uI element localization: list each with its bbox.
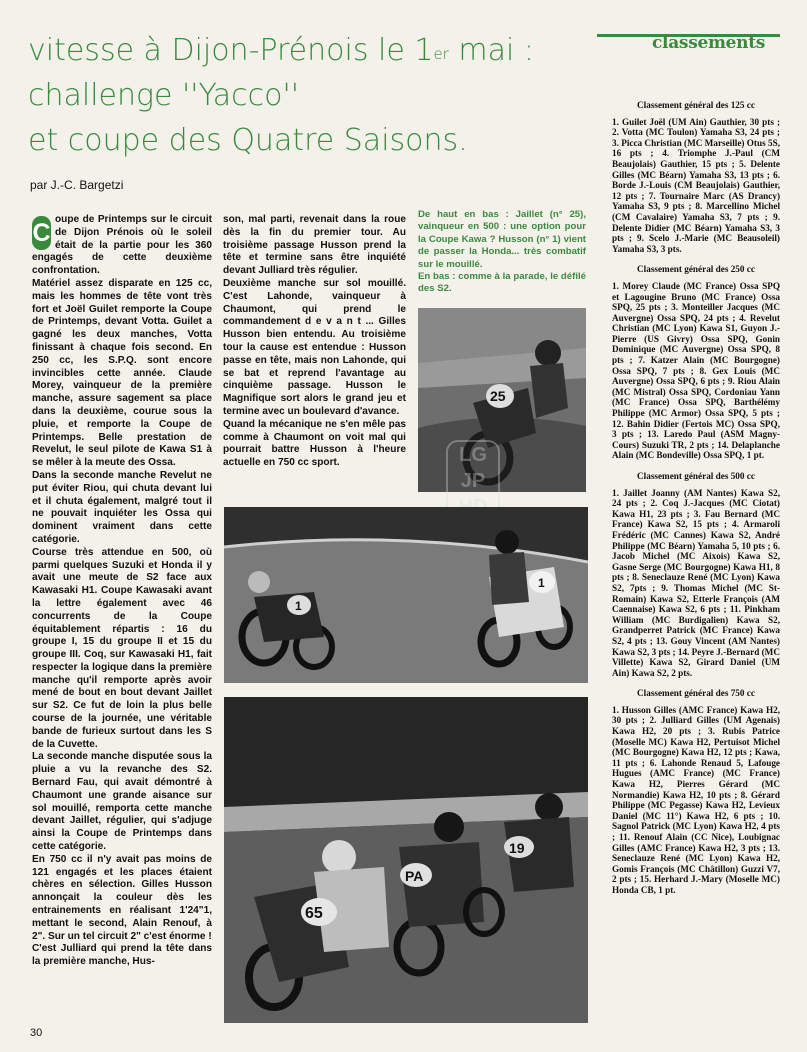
results-section-title: Classement général des 125 cc [637, 100, 755, 110]
caption-paragraph: En bas : comme à la parade, le défilé des S2. [418, 271, 586, 295]
col1-paragraph: C'est Julliard qui prend la tête dans la première manche, Hus- [32, 943, 212, 968]
photo2-racing-number-left: 1 [295, 599, 302, 613]
col2-paragraph: Deuxième manche sur sol mouillé. C'est Lahonde, vainqueur à Chaumont, qui prend le commandement d e v a n t ... Gilles Husson bien entendu. Au troisième tour la cause est entendue : Husson passe en tête, mais non Lahonde, qui se bat et reprend l'avantage au cinquième passage. Husson le Magnifique sort alors le grand jeu et termine avec un boulevard d'avance. [223, 277, 406, 417]
col2-paragraph: Quand la mécanique ne s'en mêle pas comme à Chaumont on voit mal qui pourrait battre Husson à l'heure actuelle en 750 cc sport. [223, 418, 406, 469]
title-superscript: er [433, 45, 449, 63]
results-section-title: Classement général des 750 cc [637, 688, 755, 699]
article-column-2 [223, 214, 406, 470]
col1-paragraph: La seconde manche disputée sous la pluie a vu la revanche des S2. Bernard Fau, qui avait démontré à Chaumont une grande aisance sur sol mouillé, remporta cette manche devant Jaillet, régulier, qui s'adjuge ainsi la Coupe de Printemps dans cette catégorie. [32, 751, 212, 853]
col1-paragraph: Course très attendue en 500, où parmi quelques Suzuki et Honda il y avait une meute de S2 face aux Kawasaki H1. Coupe Kawasaki avant la lettre également avec 46 concurrents de la Coupe équitablement répartis : 16 du groupe I, 15 du groupe II et 15 du groupe III. Coq, sur Kawasaki H1, fait respecter la logique dans la première manche qu'il remporte après avoir mené de bout en bout devant Jaillet sur S2. Ce fut de loin la plus belle course de la journée, une véritable bande de furieux surtout dans les S de la Cuvette. [32, 546, 212, 750]
photo-caption [418, 209, 586, 296]
race-photo-s2-parade [224, 697, 588, 1023]
results-section-title: Classement général des 250 cc [637, 264, 755, 275]
photo1-racing-number: 25 [490, 388, 506, 404]
sidebar-heading: classements [652, 33, 766, 53]
col1-paragraph: En 750 cc il n'y avait pas moins de 121 engagés et les places étaient chères en sélection. Gilles Husson annonçait la couleur dès les entrainements en réalisant 1'24"1, mettant le second, Alain Renouf, à 2". Sur un tel circuit 2" c'est énorme ! [32, 853, 212, 942]
results-sidebar [612, 100, 780, 906]
page-number: 30 [30, 1027, 43, 1039]
race-photo-jaillet [418, 308, 586, 492]
watermark-line: LG [459, 444, 487, 466]
col2-paragraph: son, mal parti, revenait dans la roue dès la fin du premier tour. Au troisième passage Husson prend la tête et termine sans être inquiété devant Julliard très régulier. [223, 214, 406, 277]
title-line-2: challenge ''Yacco'' [28, 78, 299, 113]
drop-cap: C [32, 216, 51, 250]
results-section-text: 1. Morey Claude (MC France) Ossa SPQ et Lagougine Bruno (MC France) Ossa SPQ, 25 pts ; 3. Monteiller Jacques (MC Auvergne) Ossa SPQ, 24 pts ; 4. Revelut Christian (MC Lyon) Kawa S1, Guyon J.-Pierre (US Givry) Ossa SPQ, Gonin Dominique (MC Auvergne) Ossa SPQ, 8 pts ; 7. Katzer Alain (MC Bourgogne) Ossa SPQ, 7 pts ; 8. Gex Louis (MC Auvergne) Ossa SPQ, 6 pts ; 9. Riou Alain (MC Mistral) Ossa SPQ, Cordoniau Yann (MC France) Ossa SPQ, Barthélémy Philippe (MC Armor) Ossa SPQ, 5 pts ; 12. Bahin Didier (Fertois MC) Ossa SPQ, 3 pts ; 13. Laredo Paul (ASM Magny-Cours) Suzuki TR, 2 pts ; 14. Delaplanche Alain (MC Bondeville) Ossa SPQ, 1 pt. [612, 280, 780, 461]
title-line-1: vitesse à Dijon-Prénois le 1er mai : [28, 33, 534, 68]
col1-paragraph: Matériel assez disparate en 125 cc, mais les hommes de tête vont très fort et Joël Guilet remporte la Coupe de Printemps, devant Votta. Guilet a gagné les deux manches, Votta finissant à chaque fois second. En 250 cc, les S.P.Q. sont encore invincibles cette année. Claude Morey, vainqueur de la première manche, assure sagement sa place dans la deuxième, courue sous la pluie, et remporte la Coupe de Printemps. Belle prestation de Revelut, le seul pilote de Kawa S1 à se mêler à la meute des Ossa. [32, 277, 212, 469]
article-column-1 [32, 214, 212, 969]
results-section-text: 1. Guilet Joël (UM Ain) Gauthier, 30 pts ; 2. Votta (MC Toulon) Yamaha S3, 24 pts ; 3. Picca Christian (MC Marseille) Otus 5S, 16 pts ; 4. Triomphe J.-Paul (CM Beaujolais) Gauthier, 15 pts ; 5. Delente Gilles (MC Béarn) Yamaha S3, 13 pts ; 6. Borde J.-Louis (CM Beaujolais) Gauthier, 12 pts ; 7. Tournaire Marc (AS Drancy) Yamaha S3, 9 pts ; 8. Marcellino Michel (CM Cavalaire) Yamaha S3, 7 pts ; 9. Delente Didier (MC Béarn) Yamaha S3, 3 pts ; 9. Scelo J.-Marie (MC Beausoleil) Yamaha S3, 3 pts. [612, 116, 780, 254]
race-photo-husson-honda [224, 507, 588, 683]
photo3-racing-number-19: 19 [509, 840, 525, 856]
results-section-text: 1. Jaillet Joanny (AM Nantes) Kawa S2, 24 pts ; 2. Coq J.-Jacques (MC Ciotat) Kawa H1, 23 pts ; 3. Fau Bernard (MC France) Kawa S2, 15 pts ; 4. Armaroli Frédéric (MC Cannes) Kawa S2, André Philippe (MC Béarn) Yamaha 5, 10 pts ; 6. Jacob Michel (MC Aixois) Kawa S2, Gasne Serge (MC Bourgogne) Kawa H1, 8 pts ; 8. Seneclauze René (MC Lyon) Kawa S2, 7pts ; 9. Thomas Michel (MC St-Romain) Kawa S2, Etterle François (AM Caennaise) Kawa S2, 6 pts ; 11. Pinkham William (MC Burdigalien) Kawa S2, Grandperret Patrick (MC France) Kawa S2, 4 pts ; 13. Gouy Vincent (AM Nantes) Kawa S2, 3 pts ; 14. Peyre J.-Bernard (MC Villette) Kawa S2, Girard Daniel (UM Ain) Kawa S2, 2 pts. [612, 487, 780, 678]
article-title [28, 28, 588, 163]
watermark-line: JP [460, 470, 486, 492]
byline: par J.-C. Bargetzi [30, 178, 124, 192]
results-section-text: 1. Husson Gilles (AMC France) Kawa H2, 30 pts ; 2. Julliard Gilles (UM Agenais) Kawa H2, 20 pts ; 3. Rubis Patrice (Moselle MC) Kawa H2, Pertuisot Michel (MC Bourgogne) Kawa H2, 12 pts ; Kawa, 11 pts ; 6. Lahonde Renaud 5, Lafouge Hugues (AMC France) (MC France) Kawa H2, Pierres Gérard (MC Normandie) Kawa H2, 10 pts ; 8. Gérard Philippe (MC Pegasse) Kawa H2, Levieux Daniel (MC 11°) Kawa H2, 6 pts ; 10. Sagnol Patrick (MC Lyon) Kawa H2, 4 pts ; 11. Renouf Alain (CC Nice), Loubignac Gilles (AMC France) Kawa H2, 3 pts ; 13. Seneclauze René (MC Lyon) Kawa H2, Gomis François (MC Châtillon) Guzzi V7, 2 pts ; 15. Herhard J.-Mary (Moselle MC) Honda CB, 1 pt. [612, 704, 780, 895]
col1-paragraph: Dans la seconde manche Revelut ne put éviter Riou, qui chuta devant lui et il chuta également, malgré tout il ne pouvait inquiéter les Ossa qui dominent vraiment dans cette catégorie. [32, 469, 212, 545]
photo2-racing-number-right: 1 [538, 576, 545, 590]
col1-paragraph: oupe de Printemps sur le circuit de Dijon Prénois où le soleil était de la partie pour les 360 engagés de cette deuxième confrontation. [32, 214, 212, 277]
photo3-racing-number-pa: PA [405, 868, 424, 884]
caption-paragraph: De haut en bas : Jaillet (n° 25), vainqueur en 500 : une option pour la Coupe Kawa ? Husson (n° 1) vient de passer la Honda... très combatif sur le mouillé. [418, 209, 586, 270]
title-line-3: et coupe des Quatre Saisons. [28, 123, 468, 158]
results-section-title: Classement général des 500 cc [637, 471, 755, 481]
photo3-racing-number-65: 65 [305, 905, 323, 922]
